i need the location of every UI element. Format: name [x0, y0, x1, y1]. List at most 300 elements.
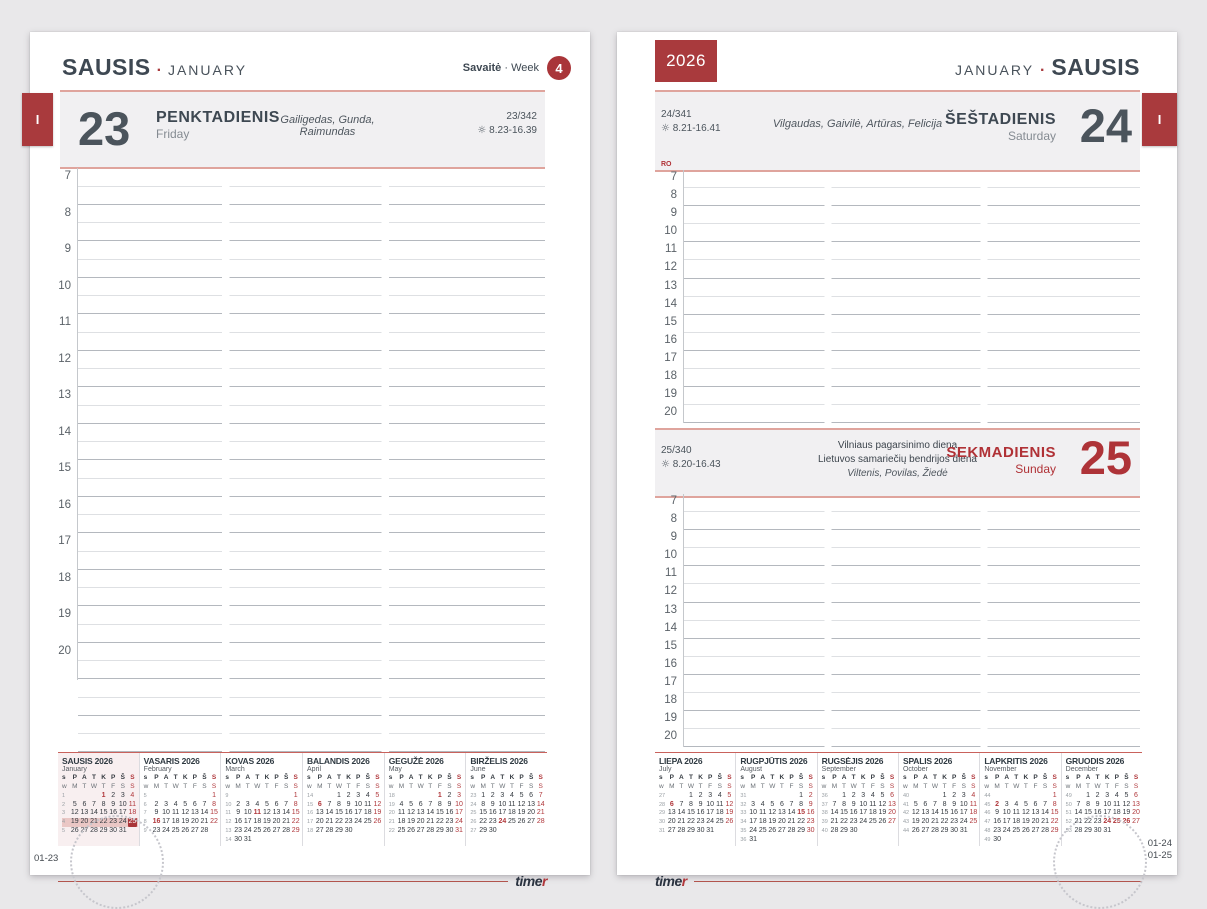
day-header-cell: K	[509, 774, 515, 782]
day-header-cell: T	[490, 782, 495, 790]
mini-calendar-day: 20	[921, 818, 930, 826]
week-number: 50	[1065, 801, 1072, 808]
day-header-cell: P	[111, 774, 116, 782]
week-number: 49	[1065, 792, 1072, 799]
day-header-cell: P	[317, 774, 322, 782]
mini-calendar-day: 25	[508, 818, 516, 826]
mini-calendar-week	[659, 792, 734, 801]
mini-calendar-day: 2	[1095, 791, 1100, 799]
day-header-cell: P	[356, 774, 361, 782]
mini-calendar-day: 25	[397, 826, 406, 834]
day-header-cell: s	[984, 774, 988, 782]
mini-calendar-week	[225, 809, 301, 818]
mini-calendar-day: 19	[725, 809, 734, 817]
hour-row	[670, 188, 1140, 206]
day-header-cell: M	[153, 782, 160, 790]
hour-label: 11	[665, 243, 677, 256]
mini-calendar-day: 15	[940, 809, 949, 817]
day-header-cell: P	[750, 774, 756, 782]
mini-calendar-day: 12	[911, 809, 920, 817]
week-number: 18	[388, 792, 395, 799]
left-page	[30, 32, 590, 889]
mini-calendar-title: RUGPJŪTIS 2026	[740, 756, 808, 766]
mini-calendar-day: 1	[437, 791, 442, 799]
mini-calendar-day: 22	[99, 818, 108, 826]
mini-calendar-day: 13	[315, 809, 324, 817]
mini-calendar-week	[307, 818, 383, 827]
week-number: 46	[984, 810, 991, 817]
mini-calendar-day: 11	[969, 800, 977, 808]
mini-calendar-day-header	[1066, 774, 1141, 783]
day-header-cell: P	[789, 774, 794, 782]
mini-calendar-day: 4	[870, 791, 875, 799]
day-header-cell: W	[499, 782, 506, 790]
week-number: 45	[984, 801, 991, 808]
mini-calendar-week	[470, 809, 546, 818]
mini-calendar-day: 9	[1095, 800, 1100, 808]
mini-calendar-day: 18	[1012, 818, 1021, 826]
day-header-cell: Š	[202, 774, 207, 782]
mini-calendar-day: 23	[1093, 818, 1102, 826]
mini-calendar-day: 11	[1012, 809, 1020, 817]
week-number: 43	[902, 819, 910, 826]
mini-calendar-day: 24	[959, 818, 968, 826]
mini-calendar-day: 20	[190, 818, 199, 826]
mini-calendar-day: 1	[337, 791, 341, 799]
mini-calendar-day: 11	[508, 800, 516, 808]
mini-calendar-day: 14	[325, 809, 334, 817]
hour-label: 11	[59, 316, 71, 328]
mini-calendar-day: 21	[325, 818, 334, 826]
mini-calendar-day: 2	[952, 791, 957, 799]
mini-calendar-day: 2	[490, 791, 495, 799]
half-hour-line	[78, 733, 545, 734]
right-month-title	[955, 54, 1140, 81]
mini-calendar-day: 20	[888, 809, 896, 817]
day-header-cell: P	[72, 774, 77, 782]
day-header-cell: A	[760, 774, 766, 782]
mini-calendar-day: 11	[869, 800, 877, 808]
hour-row	[670, 530, 1140, 548]
day-header-cell: w	[143, 782, 149, 790]
week-number: 20	[388, 810, 395, 817]
mini-calendar-subtitle: October	[902, 766, 928, 773]
mini-calendar-day: 24	[162, 826, 170, 834]
mini-calendar-day: 2	[808, 791, 813, 799]
month-index-tab-left: I	[22, 93, 53, 146]
saturday-day-name: ŠEŠTADIENIS Saturday	[945, 111, 1056, 144]
mini-calendar-day: 4	[255, 800, 260, 808]
mini-calendar-day: 2	[154, 800, 159, 808]
mini-calendar-day: 1	[799, 791, 804, 799]
mini-calendar-day: 11	[716, 800, 724, 808]
sunday-event: Lietuvos samariečių bendrijos diena	[818, 454, 977, 465]
saturday-hour-grid	[664, 170, 1140, 423]
hour-label: 18	[664, 694, 677, 707]
half-hour-line	[78, 405, 545, 406]
mini-calendar-week	[822, 818, 897, 827]
mini-calendar-day: 7	[1043, 800, 1048, 808]
mini-calendar-day: 26	[70, 826, 79, 834]
mini-calendar-day: 27	[80, 826, 89, 834]
mini-calendar-day: 12	[1122, 800, 1131, 808]
day-header-cell: S	[211, 774, 217, 782]
day-header-cell: S	[211, 782, 217, 790]
half-hour-line	[78, 660, 545, 661]
mini-calendar-day: 21	[200, 818, 209, 826]
day-header-cell: K	[101, 774, 106, 782]
mini-calendar-day-header	[984, 774, 1059, 783]
week-number: 33	[740, 810, 747, 817]
mini-calendar-day: 9	[346, 800, 351, 808]
mini-calendar-day: 24	[118, 818, 127, 826]
mini-calendar-day-header	[225, 783, 301, 792]
mini-calendar-day: 8	[101, 800, 106, 808]
mini-calendar-day-header	[225, 774, 301, 783]
mini-calendar-day: 20	[272, 818, 281, 826]
mini-calendar-day: 27	[921, 826, 930, 834]
hour-row	[664, 333, 1140, 351]
mini-calendar-day: 17	[1002, 818, 1011, 826]
mini-calendar-week	[822, 809, 897, 818]
mini-calendar-day: 12	[878, 800, 887, 808]
hour-label: 12	[664, 585, 677, 598]
mini-calendar-day: 18	[397, 818, 406, 826]
day-header-cell: T	[409, 782, 414, 790]
title-dot: ·	[156, 62, 162, 79]
day-header-cell: Š	[717, 774, 722, 782]
mini-calendar-day: 9	[154, 809, 159, 817]
sunday-event: Vilniaus pagarsinimo diena	[837, 440, 958, 451]
mini-calendar-week	[984, 792, 1059, 801]
mini-calendar-day: 22	[335, 818, 343, 826]
mini-calendar-week	[225, 800, 301, 809]
mini-calendar-day: 30	[109, 826, 118, 834]
mini-calendar-day-header	[740, 783, 815, 792]
mini-calendar-day: 10	[1002, 809, 1011, 817]
week-number: 18	[307, 827, 314, 834]
day-header-cell: S	[538, 774, 543, 782]
mini-calendar-day: 2	[698, 791, 703, 799]
mini-calendar-day: 21	[677, 818, 686, 826]
mini-calendar-day: 30	[445, 826, 454, 834]
week-number: 26	[470, 819, 477, 826]
mini-calendar-day: 21	[426, 818, 435, 826]
week-number-circle: 4	[547, 56, 571, 80]
day-header-cell: S	[1052, 782, 1057, 790]
mini-calendar-day: 13	[667, 809, 676, 817]
week-number: 9	[225, 792, 229, 799]
mini-calendar-week	[389, 827, 465, 836]
mini-calendar-subtitle: May	[388, 766, 402, 773]
hour-label: 10	[58, 279, 71, 292]
hour-label: 18	[664, 370, 677, 383]
mini-calendar-day: 25	[758, 826, 767, 834]
day-header-cell: s	[225, 774, 229, 782]
mini-calendar-day: 24	[749, 826, 758, 834]
hour-block	[78, 716, 545, 753]
day-header-cell: Š	[1042, 774, 1048, 782]
day-header-cell: S	[283, 782, 289, 790]
mini-calendar-day: 7	[1076, 800, 1081, 808]
mini-calendar-day: 16	[993, 818, 1001, 826]
mini-calendar-day: 26	[181, 826, 190, 834]
mini-calendar-day: 27	[416, 826, 425, 834]
mini-calendar	[220, 753, 302, 846]
hour-row	[664, 351, 1140, 369]
mini-calendar-day: 23	[445, 818, 454, 826]
mini-calendar-day: 20	[416, 818, 425, 826]
hour-label: 13	[664, 279, 677, 292]
week-number: 40	[821, 827, 828, 834]
mini-calendar	[979, 753, 1060, 846]
mini-calendar-day: 6	[274, 800, 279, 808]
half-hour-line	[78, 186, 545, 187]
week-number: 36	[740, 836, 747, 843]
mini-calendar-week	[740, 809, 815, 818]
mini-calendar-day: 18	[758, 818, 767, 826]
mini-calendar-day: 15	[1050, 809, 1059, 817]
hour-row	[664, 711, 1140, 729]
mini-calendar-day: 10	[498, 800, 507, 808]
mini-calendar-day: 15	[1084, 809, 1092, 817]
mini-calendar-title: GEGUŽĖ 2026	[388, 756, 444, 766]
day-header-cell: T	[91, 774, 96, 782]
mini-calendar-day: 11	[128, 800, 136, 808]
week-number: 27	[470, 827, 477, 834]
day-header-cell: M	[398, 782, 405, 790]
mini-calendar-week	[822, 792, 897, 801]
hour-block	[58, 460, 545, 497]
mini-calendar-day: 22	[479, 818, 488, 826]
day-header-cell: T	[346, 782, 351, 790]
mini-calendar-day-header	[1066, 783, 1141, 792]
hour-label: 7	[670, 495, 677, 507]
hour-row	[664, 675, 1140, 693]
mini-calendar-title: SPALIS 2026	[902, 756, 953, 766]
mini-calendar-day: 7	[202, 800, 207, 808]
mini-calendar-day: 27	[190, 826, 199, 834]
mini-calendar-day: 25	[868, 818, 877, 826]
day-header-cell: T	[770, 774, 775, 782]
hour-label: 13	[58, 389, 71, 401]
day-header-cell: S	[375, 774, 380, 782]
mini-calendar-day: 9	[111, 800, 116, 808]
day-header-cell: W	[335, 782, 343, 790]
mini-calendar-day: 28	[1074, 826, 1083, 834]
day-header-cell: T	[101, 782, 106, 790]
day-header-cell: A	[82, 774, 87, 782]
day-header-cell: A	[1085, 774, 1091, 782]
day-header-cell: S	[808, 782, 813, 790]
mini-calendar-day: 28	[787, 826, 796, 834]
day-header-cell: M	[317, 782, 323, 790]
mini-calendar-day: 19	[768, 818, 777, 826]
hour-label: 7	[64, 170, 71, 182]
day-header-cell: T	[932, 774, 937, 782]
mini-calendar-day: 31	[749, 835, 758, 843]
day-header-cell: S	[727, 774, 732, 782]
hour-row	[664, 224, 1140, 242]
mini-calendar-day: 17	[959, 809, 968, 817]
day-header-cell: T	[264, 782, 269, 790]
mini-calendar-day: 27	[272, 826, 281, 834]
right-page	[617, 32, 1177, 889]
mini-calendar-day: 6	[418, 800, 423, 808]
mini-calendar-day: 13	[1031, 809, 1040, 817]
mini-calendar-week	[389, 809, 465, 818]
day-header-cell: W	[769, 782, 776, 790]
mini-calendar-day: 19	[517, 809, 526, 817]
mini-calendar-day: 24	[1103, 818, 1112, 826]
mini-calendar-day-header	[470, 774, 546, 783]
hour-row	[664, 603, 1140, 621]
mini-calendar	[898, 753, 979, 846]
mini-calendar-day: 16	[445, 809, 454, 817]
hour-label: 8	[670, 513, 677, 526]
mini-calendar-day-header	[984, 783, 1059, 792]
week-number: 21	[388, 819, 395, 826]
saturday-note: RO	[661, 161, 672, 168]
hour-row	[665, 566, 1140, 584]
day-header-cell: T	[851, 774, 856, 782]
mini-calendar-day: 25	[363, 818, 372, 826]
mini-calendar-day: 22	[687, 818, 695, 826]
mini-calendar-day: 11	[172, 809, 180, 817]
mini-calendar-day: 2	[111, 791, 116, 799]
friday-namedays: Gailigedas, Gunda, Raimundas	[280, 114, 375, 138]
mini-calendar-day: 2	[447, 791, 452, 799]
mini-calendar-day: 17	[243, 818, 252, 826]
mini-calendar-day: 26	[263, 826, 271, 834]
mini-calendar-day: 11	[364, 800, 372, 808]
day-header-cell: S	[456, 782, 462, 790]
mini-calendar-title: LIEPA 2026	[659, 756, 703, 766]
folio-right: 01-24 01-25	[1147, 838, 1172, 861]
mini-calendar-day: 15	[291, 809, 300, 817]
mini-calendar-title: VASARIS 2026	[143, 756, 200, 766]
week-label: Savaitė · Week	[462, 62, 539, 74]
day-header-cell: W	[1094, 782, 1101, 790]
mini-calendar-day: 29	[479, 826, 488, 834]
day-header-cell: P	[870, 774, 875, 782]
mini-calendar-day: 9	[236, 809, 241, 817]
mini-calendar-day: 12	[70, 809, 79, 817]
mini-calendar-day-header	[659, 783, 734, 792]
week-number: 39	[821, 819, 828, 826]
sunday-header	[655, 428, 1140, 498]
mini-calendar-day: 23	[488, 818, 497, 826]
mini-calendar-day: 27	[778, 826, 786, 834]
mini-calendar-week	[307, 809, 383, 818]
day-header-cell: S	[447, 782, 452, 790]
hour-label: 20	[664, 406, 677, 419]
day-header-cell: T	[688, 774, 693, 782]
mini-calendar-week	[903, 818, 978, 827]
week-number: 36	[821, 792, 828, 799]
hour-label: 8	[670, 189, 677, 202]
hour-label: 16	[664, 657, 677, 670]
week-number: 16	[307, 810, 314, 817]
day-header-cell: F	[1033, 782, 1038, 790]
mini-calendar-day: 18	[1112, 809, 1121, 817]
day-header-cell: P	[1114, 774, 1119, 782]
mini-calendar-day: 30	[344, 826, 353, 834]
mini-calendar-day: 20	[667, 818, 676, 826]
day-header-cell: T	[183, 782, 188, 790]
week-number: 6	[143, 801, 147, 808]
week-number: 34	[740, 819, 747, 826]
mini-calendar-day: 14	[200, 809, 209, 817]
mini-calendar-title: LAPKRITIS 2026	[984, 756, 1048, 766]
day-header-cell: S	[889, 782, 895, 790]
week-number: 42	[902, 810, 910, 817]
mini-calendar-day: 17	[162, 818, 170, 826]
mini-calendar-day: 27	[315, 826, 324, 834]
day-header-cell: s	[143, 774, 148, 782]
mini-calendar-day: 28	[282, 826, 290, 834]
hour-label: 17	[664, 675, 677, 688]
day-header-cell: Š	[447, 774, 452, 782]
hour-row	[670, 512, 1140, 530]
mini-calendar-day: 28	[426, 826, 435, 834]
day-header-cell: T	[1086, 782, 1091, 790]
mini-calendar-week	[740, 800, 815, 809]
mini-calendar-day: 10	[859, 800, 868, 808]
day-header-cell: F	[111, 782, 116, 790]
mini-calendar-day-header	[62, 774, 138, 783]
hour-label: 7	[670, 171, 677, 183]
saturday-namedays: Vilgaudas, Gaivilė, Artūras, Felicija	[772, 118, 943, 130]
day-header-cell: A	[408, 774, 414, 782]
day-header-cell: K	[1023, 774, 1029, 782]
mini-calendar-day: 22	[940, 818, 949, 826]
hour-label: 19	[58, 608, 71, 620]
mini-calendar-week	[903, 800, 978, 809]
mini-calendar-day: 28	[200, 826, 209, 834]
mini-calendar-subtitle: December	[1065, 766, 1098, 773]
day-header-cell: W	[687, 782, 695, 790]
mini-calendar-day: 11	[253, 809, 262, 817]
mini-calendar-day: 5	[727, 791, 732, 799]
mini-calendar-day: 19	[911, 818, 920, 826]
day-header-cell: s	[659, 774, 663, 782]
mini-calendar-day: 3	[708, 791, 713, 799]
mini-calendar-day: 14	[787, 809, 796, 817]
week-number: 5	[143, 792, 147, 799]
hour-row	[664, 584, 1140, 602]
hour-block	[64, 168, 545, 205]
mini-calendar-week	[1066, 800, 1141, 809]
mini-calendar-day: 1	[942, 791, 947, 799]
day-header-cell: s	[740, 774, 744, 782]
hour-row	[664, 621, 1140, 639]
friday-header	[60, 90, 545, 169]
mini-calendar-subtitle: September	[821, 766, 856, 773]
week-number: 44	[984, 792, 991, 799]
week-number: 40	[902, 792, 910, 799]
mini-calendar-title: BIRŽELIS 2026	[470, 756, 528, 766]
hour-label: 17	[664, 351, 677, 364]
mini-calendar-day: 8	[437, 800, 442, 808]
mini-calendar-subtitle: July	[659, 766, 672, 773]
mini-calendar-week	[740, 818, 815, 827]
day-header-cell: T	[255, 774, 260, 782]
mini-calendar-day: 31	[1103, 826, 1112, 834]
mini-calendar-day: 14	[282, 809, 290, 817]
mini-calendar-day: 1	[212, 791, 216, 799]
mini-calendar-day: 24	[243, 826, 252, 834]
